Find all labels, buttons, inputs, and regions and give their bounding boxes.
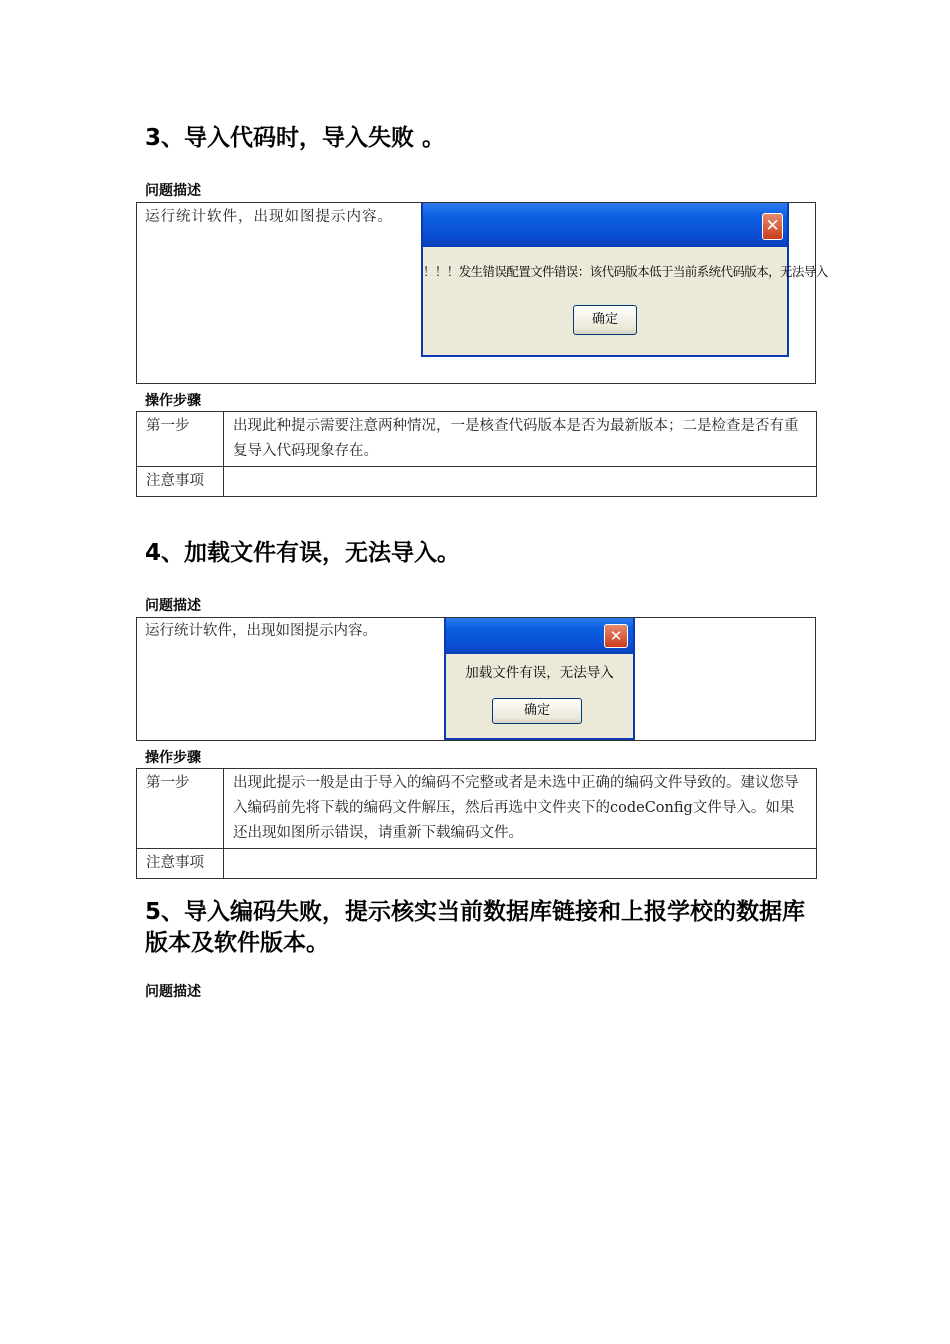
- section-3-heading: 3、导入代码时，导入失败 。: [145, 125, 446, 151]
- section-5-heading: 5、导入编码失败，提示核实当前数据库链接和上报学校的数据库版本及软件版本。: [145, 899, 806, 956]
- table-row: [137, 769, 817, 849]
- section-4-desc-label: 问题描述: [145, 598, 201, 614]
- section-3-desc-box: [136, 202, 828, 384]
- table-row: [137, 849, 817, 879]
- section-4-desc-text: 运行统计软件，出现如图提示内容。: [145, 623, 377, 639]
- section-3-desc-text: 运行统计软件，出现如图提示内容。: [145, 209, 393, 225]
- section-4-heading: 4、加载文件有误，无法导入。: [145, 540, 461, 566]
- section-3-steps-label: 操作步骤: [145, 393, 201, 409]
- section-3-ok-button[interactable]: 确定: [573, 305, 637, 335]
- step-text: [224, 849, 817, 879]
- step-name: 第一步: [137, 412, 224, 467]
- section-3-desc-label: 问题描述: [145, 183, 201, 199]
- section-4-desc-box: [136, 617, 816, 741]
- section-3-steps-table: [136, 411, 817, 497]
- section-4-steps-table: [136, 768, 817, 879]
- step-text: [224, 467, 817, 497]
- section-5-desc-label: 问题描述: [145, 984, 201, 1000]
- step-name: 注意事项: [137, 849, 224, 879]
- section-4-dialog-message: 加载文件有误，无法导入: [465, 665, 614, 681]
- section-4-steps-label: 操作步骤: [145, 750, 201, 766]
- table-row: [137, 467, 817, 497]
- section-3-error-dialog: [421, 203, 828, 357]
- dialog-titlebar: [423, 203, 787, 247]
- table-row: [137, 412, 817, 467]
- section-4-ok-button[interactable]: 确定: [492, 698, 582, 724]
- step-text: 出现此提示一般是由于导入的编码不完整或者是未选中正确的编码文件导致的。建议您导入编码前先将下载的编码文件解压，然后再选中文件夹下的codeConfig文件导入。如果还出现如图所示错误，请重新下载编码文件。: [224, 769, 817, 849]
- close-icon[interactable]: ✕: [762, 213, 783, 240]
- section-3-dialog-message: ！！！发生错误配置文件错误：该代码版本低于当前系统代码版本，无法导入: [423, 264, 828, 279]
- close-icon[interactable]: ✕: [604, 624, 628, 648]
- step-name: 第一步: [137, 769, 224, 849]
- section-4-error-dialog: [444, 618, 635, 740]
- step-text: 出现此种提示需要注意两种情况，一是核查代码版本是否为最新版本；二是检查是否有重复导入代码现象存在。: [224, 412, 817, 467]
- step-name: 注意事项: [137, 467, 224, 497]
